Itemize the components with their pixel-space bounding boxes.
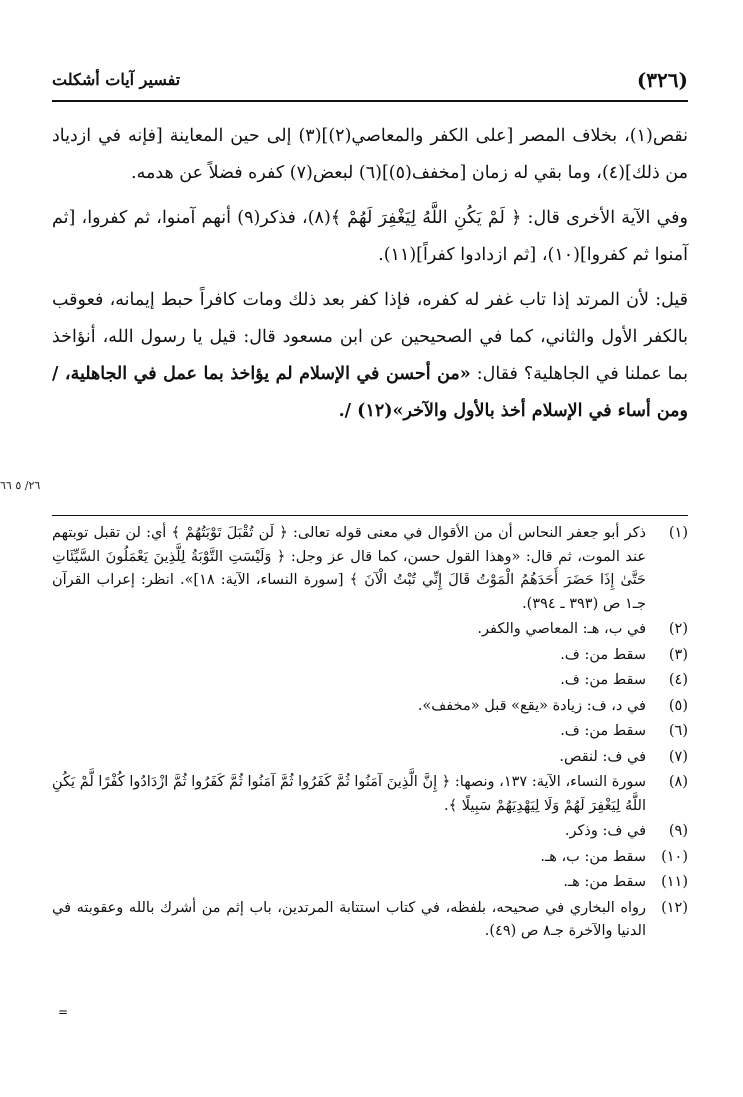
footnote-number: (١): [668, 525, 688, 541]
manuscript-page-marker: ٢٦/ ٥ ٦٦: [0, 479, 41, 492]
margin-mark: =: [58, 1005, 69, 1019]
footnotes: [52, 515, 688, 946]
footnote-text: سقط من: ف.: [560, 646, 646, 663]
footnote: [52, 695, 688, 719]
footnote-number: (١٠): [661, 848, 688, 865]
main-text: [52, 118, 688, 430]
paragraph: [52, 282, 688, 430]
hadith-quote: «من أحسن في الإسلام لم يؤاخذ بما عمل في الجاهلية، / ومن أساء في الإسلام أخذ بالأول والآخر»(١٢) /.: [52, 364, 688, 421]
footnote-text: رواه البخاري في صحيحه، بلفظه، في كتاب استتابة المرتدين، باب إثم من أشرك بالله وعقوبته في الدنيا والآخرة جـ٨ ص (٤٩).: [52, 899, 646, 939]
footnote-number: (٥): [668, 697, 688, 714]
footnote-text: ذكر أبو جعفر النحاس أن من الأقوال في معنى قوله تعالى: ﴿ لَن تُقْبَلَ تَوْبَتُهُمْ ﴾ أي: لن تقبل توبتهم عند الموت، ثم قال: «وهذا القول حسن، كما قال عز وجل: ﴿ وَلَيْسَتِ التَّوْبَةُ لِلَّذِينَ يَعْمَلُونَ السَّيِّئَاتِ حَتَّىٰ إِذَا حَضَرَ أَحَدَهُمُ الْمَوْتُ قَالَ إِنِّي تُبْتُ الْآنَ ﴾ [سورة النساء، الآية: ١٨]». انظر: إعراب القرآن جـ١ ص (٣٩٣ ـ ٣٩٤).: [52, 525, 646, 612]
footnote-text: سورة النساء، الآية: ١٣٧، ونصها: ﴿ إِنَّ الَّذِينَ آمَنُوا ثُمَّ كَفَرُوا ثُمَّ آمَنُوا ثُمَّ كَفَرُوا ثُمَّ ازْدَادُوا كُفْرًا لَّمْ يَكُنِ اللَّهُ لِيَغْفِرَ لَهُمْ وَلَا لِيَهْدِيَهُمْ سَبِيلًا ﴾.: [52, 774, 646, 814]
page-header: [52, 60, 688, 102]
footnote-text: سقط من: هـ.: [563, 874, 646, 890]
footnote-number: (٦): [668, 723, 688, 739]
footnote-divider: [52, 515, 688, 516]
footnote: [52, 846, 688, 870]
footnote: [52, 746, 688, 770]
running-title: تفسير آيات أشكلت: [52, 70, 181, 89]
footnote-number: (٣): [668, 646, 688, 663]
paragraph: نقص(١)، بخلاف المصر [على الكفر والمعاصي(٢)](٣) إلى حين المعاينة [فإنه في ازدياد من ذلك](٤)، وما بقي له زمان [مخفف(٥)](٦) لبعض(٧) كفره فضلاً عن هدمه.: [52, 126, 689, 183]
footnote-list: [52, 522, 688, 944]
page-number: (٣٢٦): [636, 68, 688, 92]
footnote-text: في ف: وذكر.: [564, 823, 646, 839]
footnote-number: (٩): [668, 823, 688, 839]
footnote: [52, 897, 688, 944]
footnote-number: (٧): [668, 748, 688, 765]
footnote-number: (٨): [668, 774, 688, 790]
footnote-text: في د، ف: زيادة «يقع» قبل «مخفف».: [417, 697, 646, 714]
paragraph-text: قيل: لأن المرتد إذا تاب غفر له كفره، فإذا كفر بعد ذلك ومات كافراً حبط إيمانه، فعوقب بالكفر الأول والثاني، كما في الصحيحين عن ابن مسعود قال: قيل يا رسول الله، أنؤاخذ بما عملنا في الجاهلية؟ فقال:: [52, 290, 688, 384]
footnote-text: في ف: لنقص.: [559, 748, 646, 765]
paragraph: وفي الآية الأخرى قال: ﴿ لَمْ يَكُنِ اللَّهُ لِيَغْفِرَ لَهُمْ ﴾(٨)، فذكر(٩) أنهم آمنوا، ثم كفروا، [ثم آمنوا ثم كفروا](١٠)، [ثم ازدادوا كفراً](١١).: [52, 208, 688, 265]
footnote: [52, 771, 688, 818]
footnote-number: (٤): [668, 672, 688, 688]
footnote: [52, 820, 688, 844]
footnote: [52, 720, 688, 744]
footnote-number: (١٢): [661, 899, 688, 916]
footnote: [52, 871, 688, 895]
footnote-text: سقط من: ب، هـ.: [540, 848, 646, 865]
footnote-number: (١١): [661, 874, 688, 890]
footnote: [52, 522, 688, 616]
page: [52, 60, 688, 438]
footnote: [52, 669, 688, 693]
footnote: [52, 644, 688, 668]
footnote-text: في ب، هـ: المعاصي والكفر.: [477, 621, 646, 637]
footnote: [52, 618, 688, 642]
footnote-number: (٢): [668, 621, 688, 637]
footnote-text: سقط من: ف.: [560, 723, 646, 739]
footnote-text: سقط من: ف.: [560, 672, 646, 688]
